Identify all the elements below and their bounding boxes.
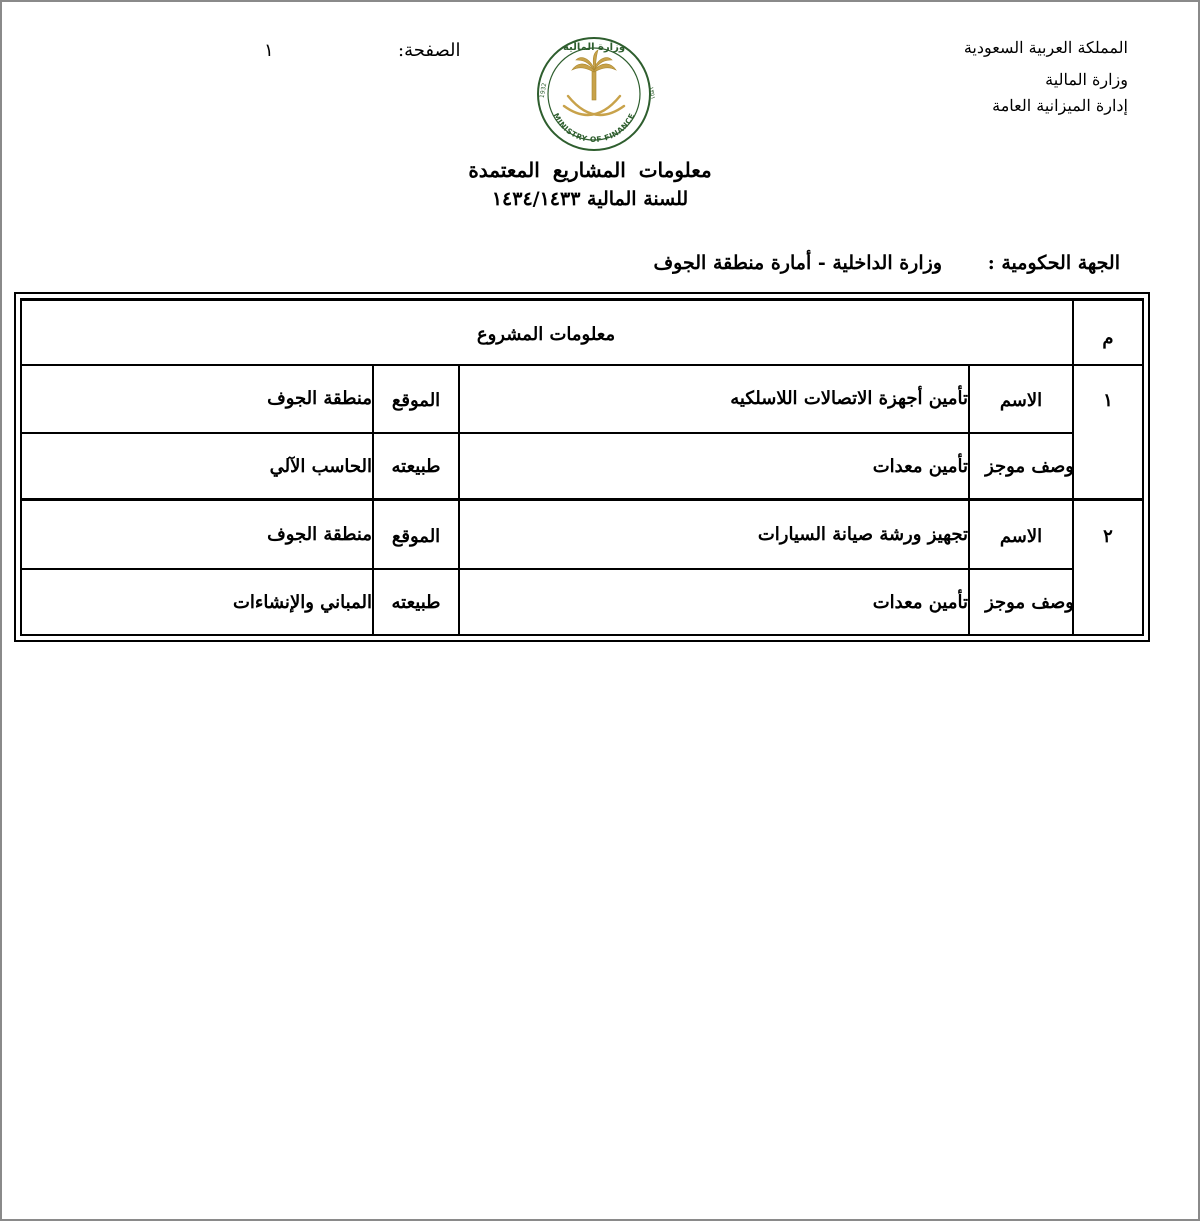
- row1-location: منطقة الجوف: [267, 388, 372, 409]
- row1-num: ١: [1103, 390, 1113, 411]
- palm-tree-icon: [572, 50, 616, 100]
- table-bottom-border: [20, 634, 1144, 636]
- document-title: معلومات المشاريع المعتمدة: [468, 158, 712, 182]
- seal-arabic-text: وزارة المالية: [562, 42, 626, 53]
- row2-desc: تأمين معدات: [872, 592, 968, 613]
- row1-desc: تأمين معدات: [872, 456, 968, 477]
- seal-english-text: MINISTRY OF FINANCE: [551, 111, 637, 145]
- row1-nature: الحاسب الآلي: [269, 456, 372, 477]
- table-top-border: [20, 298, 1144, 301]
- row1-inner-divider: [20, 432, 1074, 434]
- page-label: الصفحة:: [398, 40, 461, 61]
- row2-nature-label: طبيعته: [391, 592, 441, 613]
- projects-table: [14, 292, 1150, 642]
- row2-desc-label: وصف موجز: [985, 592, 1074, 613]
- seal-year-hijri: ١٣٥١: [647, 86, 657, 101]
- header-project-info: معلومات المشروع: [476, 324, 616, 345]
- org-line-kingdom: المملكة العربية السعودية: [963, 38, 1128, 57]
- row2-name: تجهيز ورشة صيانة السيارات: [757, 524, 968, 545]
- entity-value: وزارة الداخلية - أمارة منطقة الجوف: [653, 252, 942, 274]
- org-line-department: إدارة الميزانية العامة: [992, 96, 1128, 115]
- entity-label: الجهة الحكومية :: [987, 252, 1120, 274]
- row1-name-label: الاسم: [999, 390, 1043, 411]
- org-line-ministry: وزارة المالية: [1045, 70, 1128, 89]
- row2-num: ٢: [1103, 526, 1113, 547]
- row1-nature-label: طبيعته: [391, 456, 441, 477]
- row2-location: منطقة الجوف: [267, 524, 372, 545]
- page-number: ١: [264, 40, 274, 61]
- row2-inner-divider: [20, 568, 1074, 570]
- row2-name-label: الاسم: [999, 526, 1043, 547]
- document-subtitle: للسنة المالية ١٤٣٤/١٤٣٣: [491, 188, 689, 210]
- row2-location-label: الموقع: [391, 526, 441, 547]
- row1-desc-label: وصف موجز: [985, 456, 1074, 477]
- header-divider: [20, 364, 1144, 366]
- seal-year-gregorian: 1932: [538, 82, 549, 99]
- row2-nature: المباني والإنشاءات: [232, 592, 372, 613]
- row1-location-label: الموقع: [391, 390, 441, 411]
- ministry-of-finance-seal: [528, 36, 660, 154]
- row1-name: تأمين أجهزة الاتصالات اللاسلكيه: [730, 388, 968, 409]
- row-divider: [20, 498, 1144, 501]
- header-num: م: [1102, 328, 1114, 349]
